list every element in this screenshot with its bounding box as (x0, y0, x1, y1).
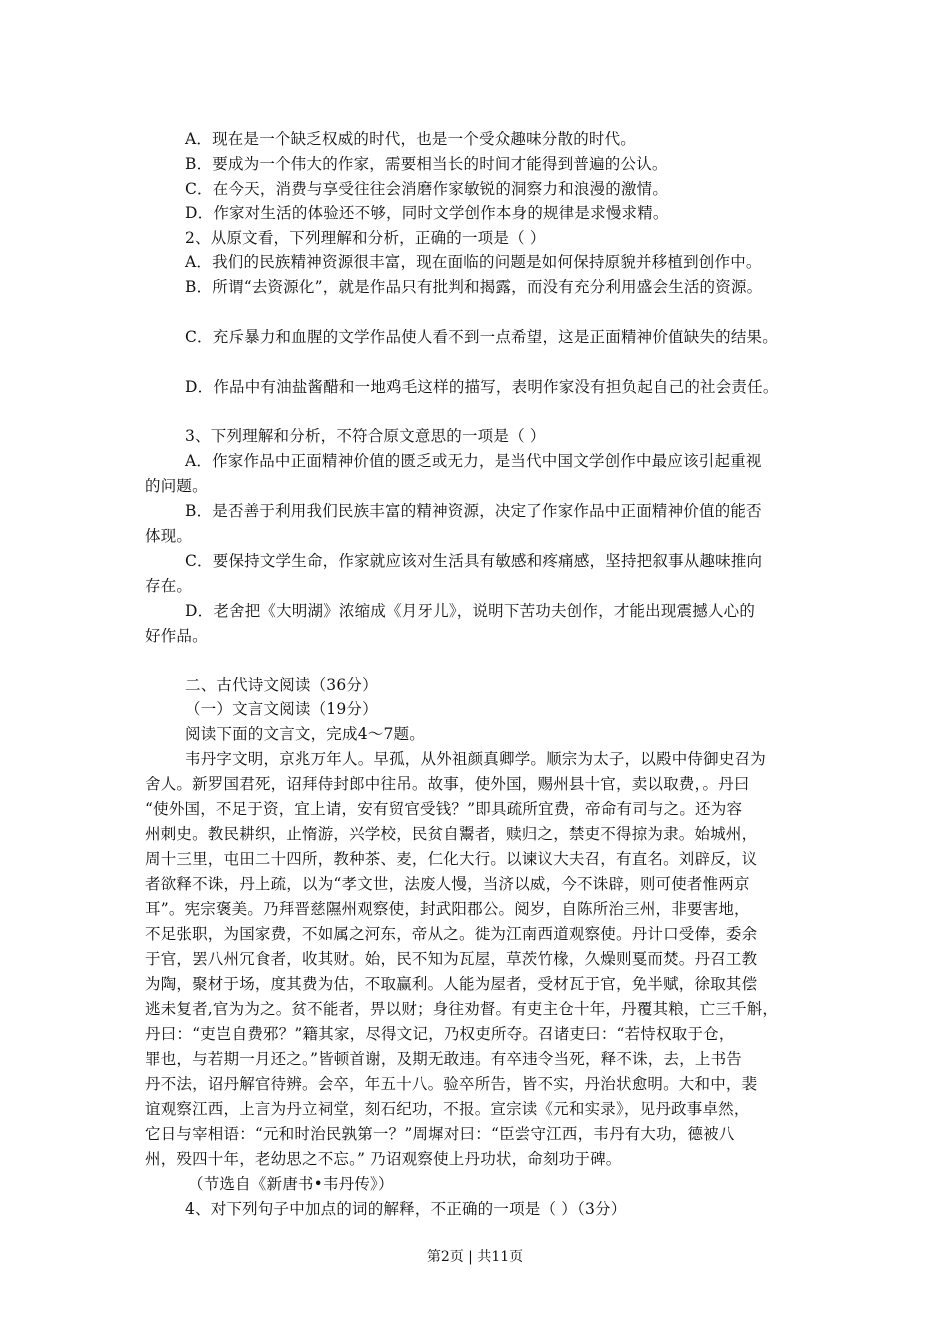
passage-line: 州刺史。教民耕织，止惰游，兴学校，民贫自鬻者，赎归之，禁吏不得掠为隶。始城州， (145, 825, 758, 843)
passage-line: 于官，罢八州冗食者，收其财。始，民不知为瓦屋，草茨竹椽，久燥则戛而焚。丹召工教 (145, 950, 758, 968)
passage-line: 舍人。新罗国君死，诏拜侍封郎中往吊。故事，使外国，赐州县十官，卖以取费，。丹曰 (145, 775, 750, 793)
q3-stem: 3、下列理解和分析，不符合原文意思的一项是（ ） (185, 427, 546, 445)
passage-line: 韦丹字文明，京兆万年人。早孤，从外祖颜真卿学。顺宗为太子，以殿中侍御史召为 (185, 750, 766, 768)
q1-option-b: B．要成为一个伟大的作家，需要相当长的时间才能得到普遍的公认。 (185, 155, 668, 173)
passage-line: 州，殁四十年，老幼思之不忘。” 乃诏观察使上丹功状，命刻功于碑。 (145, 1150, 622, 1168)
passage-line: 它日与宰相语：“元和时治民孰第一？”周墀对曰：“臣尝守江西，韦丹有大功，德被八 (145, 1125, 735, 1143)
q3-option-b: B．是否善于利用我们民族丰富的精神资源，决定了作家作品中正面精神价值的能否 (185, 502, 762, 520)
passage-line: 不足张职，为国家费，不如属之河东，帝从之。徙为江南西道观察使。丹计口受俸，委余 (145, 925, 758, 943)
passage-line: 为陶，聚材于场，度其费为估，不取赢利。人能为屋者，受材瓦于官，免半赋，徐取其偿 (145, 975, 758, 993)
passage-line: 丹不法，诏丹解官待辨。会卒，年五十八。验卒所告，皆不实，丹治状愈明。大和中，裴 (145, 1075, 758, 1093)
q2-option-d: D．作品中有油盐酱醋和一地鸡毛这样的描写，表明作家没有担负起自己的社会责任。 (185, 378, 779, 396)
q3-option-d: D．老舍把《大明湖》浓缩成《月牙儿》，说明下苦功夫创作，才能出现震撼人心的 (185, 602, 756, 620)
section-subtitle: （一）文言文阅读（19分） (185, 700, 378, 718)
q3-option-a-cont: 的问题。 (145, 477, 208, 495)
passage-line: 周十三里，屯田二十四所，教种茶、麦，仁化大行。以谏议大夫召，有直名。刘辟反，议 (145, 850, 758, 868)
q4-stem: 4、对下列句子中加点的词的解释，不正确的一项是（ ）（3分） (185, 1200, 627, 1218)
q3-option-c-cont: 存在。 (145, 577, 193, 595)
q3-option-b-cont: 体现。 (145, 527, 193, 545)
passage-line: 丹曰：“吏岂自费邪？”籍其家，尽得文记，乃权吏所夺。召诸吏曰：“若恃权取于仓， (145, 1025, 735, 1043)
q3-option-a: A．作家作品中正面精神价值的匮乏或无力，是当代中国文学创作中最应该引起重视 (185, 452, 762, 470)
q1-option-c: C．在今天，消费与享受往往会消磨作家敏锐的洞察力和浪漫的激情。 (185, 180, 669, 198)
passage-line: 者欲释不诛，丹上疏，以为“孝文世，法废人慢，当济以威，今不诛辟，则可使者惟两京 (145, 875, 750, 893)
passage-line: 逃未复者,官为为之。贫不能者，畀以财；身往劝督。有吏主仓十年，丹覆其粮，亡三千斛， (145, 1000, 779, 1018)
passage-line: 谊观察江西，上言为丹立祠堂，刻石纪功，不报。宣宗读《元和实录》，见丹政事卓然， (145, 1100, 750, 1118)
q2-option-a: A．我们的民族精神资源很丰富，现在面临的问题是如何保持原貌并移植到创作中。 (185, 253, 762, 271)
passage-line: 罪也，与若期一月还之。”皆顿首谢，及期无敢违。有卒违令当死，释不诛，去，上书告 (145, 1050, 742, 1068)
passage-line: “使外国，不足于资，宜上请，安有贸官受钱？”即具疏所宜费，帝命有司与之。还为容 (145, 800, 743, 818)
q2-stem: 2、从原文看，下列理解和分析，正确的一项是（ ） (185, 229, 546, 247)
q2-option-b: B．所谓“去资源化”，就是作品只有批判和揭露，而没有充分利用盛会生活的资源。 (185, 278, 763, 296)
section-title: 二、古代诗文阅读（36分） (185, 676, 378, 694)
q1-option-a: A．现在是一个缺乏权威的时代，也是一个受众趣味分散的时代。 (185, 130, 636, 148)
q1-option-d: D．作家对生活的体验还不够，同时文学创作本身的规律是求慢求精。 (185, 204, 669, 222)
q2-option-c: C．充斥暴力和血腥的文学作品使人看不到一点希望，这是正面精神价值缺失的结果。 (185, 328, 778, 346)
passage-source: （节选自《新唐书•韦丹传》） (188, 1175, 394, 1193)
q3-option-c: C．要保持文学生命，作家就应该对生活具有敏感和疼痛感，坚持把叙事从趣味推向 (185, 552, 763, 570)
page-number: 第2页 | 共11页 (426, 1249, 524, 1265)
q3-option-d-cont: 好作品。 (145, 627, 208, 645)
passage-line: 耳”。宪宗褒美。乃拜晋慈隰州观察使，封武阳郡公。阅岁，自陈所治三州，非要害地， (145, 900, 750, 918)
section-instruction: 阅读下面的文言文，完成4～7题。 (185, 725, 425, 743)
